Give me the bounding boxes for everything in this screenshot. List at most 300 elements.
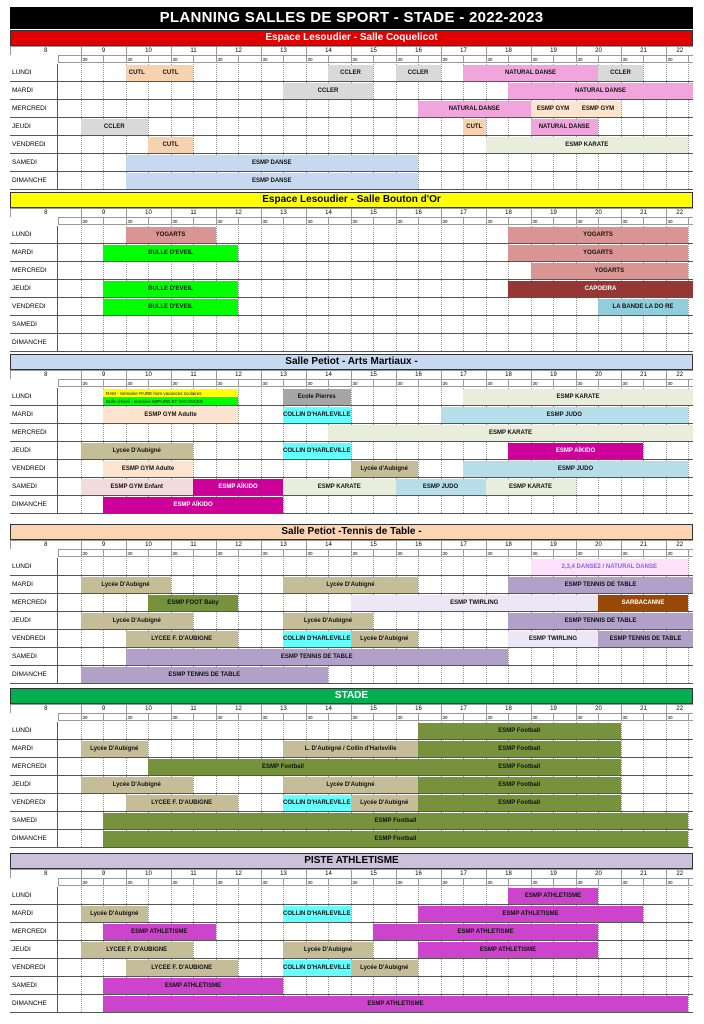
grid-line [688, 172, 689, 189]
grid-line [306, 136, 307, 153]
activity-block[interactable]: ESMP ATHLETISME [418, 906, 643, 922]
grid-line [328, 666, 329, 683]
hour-label: 22 [666, 869, 694, 878]
day-row [10, 82, 693, 100]
activity-block[interactable]: ESMP ATHLETISME [508, 888, 598, 904]
grid-line [666, 316, 667, 333]
activity-block[interactable]: CAPOEIRA [508, 281, 693, 297]
half-hour-slot: 30 [666, 549, 689, 557]
grid-line [576, 172, 577, 189]
hour-label: 15 [351, 540, 396, 549]
grid-line [193, 334, 194, 351]
hour-slot [103, 379, 126, 387]
grid-line [688, 830, 689, 847]
grid-line [396, 666, 397, 683]
half-hour-slot: 30 [351, 379, 374, 387]
grid-line [666, 154, 667, 171]
activity-block[interactable]: ESMP ATHLETISME [373, 924, 598, 940]
activity-block[interactable]: ESMP Football [418, 723, 621, 739]
activity-block[interactable]: CUTL [126, 65, 149, 81]
grid-line [103, 82, 104, 99]
activity-block[interactable]: NATURAL DANSE [508, 83, 693, 99]
grid-line [103, 136, 104, 153]
activity-block[interactable]: Lycée D'Aubigné [81, 577, 171, 593]
grid-line [238, 298, 239, 315]
activity-block[interactable]: NATURAL DANSE [531, 119, 599, 135]
grid-line [666, 722, 667, 739]
half-hour-slot: 30 [441, 217, 464, 225]
grid-line [373, 334, 374, 351]
grid-line [666, 740, 667, 757]
activity-block[interactable]: ESMP TWIRLING [508, 631, 598, 647]
grid-line [688, 496, 689, 513]
grid-line [238, 959, 239, 976]
activity-block[interactable]: Bulle d'éveil - semaine IMPAIRE ET VACANCES [103, 397, 238, 405]
grid-line [598, 666, 599, 683]
grid-line [576, 666, 577, 683]
hour-slot [373, 379, 396, 387]
grid-line [328, 316, 329, 333]
grid-line [553, 298, 554, 315]
hour-label: 21 [621, 370, 666, 379]
grid-line [643, 118, 644, 135]
hour-slot [688, 55, 693, 63]
hour-label: 14 [306, 704, 351, 713]
activity-block[interactable]: ESMP TENNIS DE TABLE [508, 577, 693, 593]
activity-block[interactable]: Lycée D'Aubigné [351, 960, 419, 976]
day-label: MERCREDI [10, 262, 58, 279]
grid-line [396, 388, 397, 405]
activity-block[interactable]: Lycée D'Aubigné [81, 777, 194, 793]
hour-slot [463, 713, 486, 721]
grid-line [463, 887, 464, 904]
activity-block[interactable]: ESMP TENNIS DE TABLE [81, 667, 329, 683]
grid-line [666, 478, 667, 495]
activity-block[interactable]: NATURAL DANSE [463, 65, 598, 81]
grid-line [216, 334, 217, 351]
half-hour-slot: 30 [351, 55, 374, 63]
hour-slot [283, 379, 306, 387]
grid-line [171, 262, 172, 279]
grid-line [373, 406, 374, 423]
hour-slot [508, 55, 531, 63]
activity-block[interactable]: ESMP GYM [576, 101, 621, 117]
day-label: JEUDI [10, 612, 58, 629]
activity-block[interactable]: ESMP GYM Adulte [103, 407, 238, 423]
activity-block[interactable]: ESMP KARATE [328, 425, 693, 441]
activity-block[interactable]: COLLIN D'HARLEVILLE [283, 631, 351, 647]
half-hour-slot: 30 [261, 878, 284, 886]
grid-line [688, 154, 689, 171]
grid-line [396, 280, 397, 297]
hour-slot [553, 878, 576, 886]
grid-line [396, 226, 397, 243]
grid-line [171, 316, 172, 333]
activity-block[interactable]: COLLIN D'HARLEVILLE [283, 443, 351, 459]
activity-block[interactable]: BULLE D'EVEIL [103, 281, 238, 297]
grid-line [126, 316, 127, 333]
activity-block[interactable]: ESMP TENNIS DE TABLE [508, 613, 693, 629]
activity-block[interactable]: ESMP TENNIS DE TABLE [126, 649, 509, 665]
grid-line [373, 722, 374, 739]
activity-block[interactable]: NATURAL DANSE [418, 101, 531, 117]
grid-line [666, 100, 667, 117]
activity-block[interactable]: YOGARTS [531, 263, 689, 279]
day-row [10, 64, 693, 82]
activity-block[interactable]: ESMP Football [103, 813, 688, 829]
grid-line [688, 226, 689, 243]
activity-block[interactable]: ESMP KARATE [486, 479, 576, 495]
half-hour-slot: 30 [621, 549, 644, 557]
grid-line [418, 612, 419, 629]
activity-block[interactable]: Lycée D'Aubigné [283, 577, 418, 593]
hour-label: 10 [126, 540, 171, 549]
hour-label: 13 [261, 540, 306, 549]
activity-block[interactable]: LYCEE F. D'AUBIGNE [126, 795, 239, 811]
grid-line [81, 424, 82, 441]
grid-line [688, 100, 689, 117]
grid-line [418, 298, 419, 315]
half-hour-slot: 30 [441, 713, 464, 721]
activity-block[interactable]: LYCEE F. D'AUBIGNE [81, 942, 194, 958]
activity-block[interactable]: LYCEE F. D'AUBIGNE [126, 631, 239, 647]
grid-line [283, 334, 284, 351]
grid-line [148, 316, 149, 333]
activity-block[interactable]: BULLE D'EVEIL [103, 245, 238, 261]
grid-line [463, 959, 464, 976]
grid-line [261, 244, 262, 261]
activity-block[interactable]: YOGARTS [508, 245, 688, 261]
day-row [10, 136, 693, 154]
grid-line [553, 959, 554, 976]
activity-block[interactable]: COLLIN D'HARLEVILLE [283, 795, 351, 811]
activity-block[interactable]: CCLER [283, 83, 373, 99]
hour-label: 20 [576, 208, 621, 217]
activity-block[interactable]: L. D'Aubigné / Collin d'Harleville [283, 741, 418, 757]
grid-line [193, 82, 194, 99]
grid-line [508, 959, 509, 976]
activity-block[interactable]: ESMP Football [148, 759, 418, 775]
grid-line [373, 226, 374, 243]
day-label: JEUDI [10, 118, 58, 135]
grid-line [283, 262, 284, 279]
hour-slot [58, 878, 81, 886]
half-hour-slot: 30 [666, 713, 689, 721]
day-row [10, 812, 693, 830]
activity-block[interactable]: Lycée D'Aubigné [81, 613, 194, 629]
grid-line [396, 905, 397, 922]
grid-line [81, 406, 82, 423]
grid-line [328, 226, 329, 243]
hour-header [10, 370, 693, 388]
half-hour-slot: 30 [216, 878, 239, 886]
grid-line [216, 64, 217, 81]
grid-line [666, 666, 667, 683]
grid-line [598, 172, 599, 189]
grid-line [688, 977, 689, 994]
grid-line [643, 64, 644, 81]
grid-line [81, 388, 82, 405]
hour-label: 20 [576, 46, 621, 55]
hour-label: 16 [396, 46, 441, 55]
activity-block[interactable]: ESMP AÏKIDO [508, 443, 643, 459]
grid-line [463, 666, 464, 683]
hour-slot [283, 713, 306, 721]
activity-block[interactable]: ESMP Football [418, 759, 621, 775]
grid-line [81, 262, 82, 279]
half-hour-slot: 30 [306, 878, 329, 886]
activity-block[interactable]: Lycée D'Aubigné [283, 942, 373, 958]
hour-label: 19 [531, 370, 576, 379]
activity-block[interactable]: BULLE D'EVEIL [103, 299, 238, 315]
activity-block[interactable]: Lycée d'Aubigné [351, 461, 419, 477]
hour-slot [193, 55, 216, 63]
hour-header [10, 869, 693, 887]
grid-line [103, 558, 104, 575]
activity-block[interactable]: ESMP AÏKIDO [193, 479, 283, 495]
activity-block[interactable]: ESMP GYM Enfant [81, 479, 194, 495]
grid-line [643, 740, 644, 757]
grid-line [643, 977, 644, 994]
activity-block[interactable]: Lycée D'Aubigné [81, 741, 149, 757]
half-hour-slot: 30 [261, 217, 284, 225]
hour-slot [643, 713, 666, 721]
activity-block[interactable]: ESMP FOOT Baby [148, 595, 238, 611]
activity-block[interactable]: CCLER [396, 65, 441, 81]
grid-line [508, 154, 509, 171]
half-hour-slot: 30 [441, 549, 464, 557]
grid-line [216, 941, 217, 958]
grid-line [193, 612, 194, 629]
grid-line [81, 316, 82, 333]
activity-block[interactable]: RAM - Semaine PAIRE hors vacances scolaires [103, 389, 238, 397]
grid-line [261, 887, 262, 904]
activity-block[interactable]: ESMP AÏKIDO [103, 497, 283, 513]
hour-label: 18 [486, 540, 531, 549]
activity-block[interactable]: ESMP KARATE [283, 479, 396, 495]
hour-slot [463, 379, 486, 387]
activity-block[interactable]: ESMP TWIRLING [351, 595, 599, 611]
activity-block[interactable]: COLLIN D'HARLEVILLE [283, 407, 351, 423]
grid-line [306, 244, 307, 261]
activity-block[interactable]: ESMP ATHLETISME [103, 924, 216, 940]
grid-line [238, 740, 239, 757]
grid-line [486, 262, 487, 279]
grid-line [81, 136, 82, 153]
activity-block[interactable]: ESMP Football [103, 831, 688, 847]
grid-line [441, 388, 442, 405]
activity-block[interactable]: Ecole Pierres [283, 389, 351, 405]
activity-block[interactable]: ESMP KARATE [463, 389, 693, 405]
half-hour-slot: 30 [396, 549, 419, 557]
activity-block[interactable]: ESMP TENNIS DE TABLE [598, 631, 693, 647]
grid-line [261, 82, 262, 99]
grid-line [396, 334, 397, 351]
grid-line [418, 82, 419, 99]
activity-block[interactable]: ESMP JUDO [463, 461, 688, 477]
half-hour-slot: 30 [351, 549, 374, 557]
grid-line [216, 442, 217, 459]
activity-block[interactable]: CCLER [598, 65, 643, 81]
activity-block[interactable]: ESMP Football [418, 795, 621, 811]
activity-block[interactable]: COLLIN D'HARLEVILLE [283, 906, 351, 922]
half-hour-slot: 30 [216, 549, 239, 557]
activity-block[interactable]: COLLIN D'HARLEVILLE [283, 960, 351, 976]
grid-line [81, 722, 82, 739]
activity-block[interactable]: ESMP DANSE [126, 155, 419, 171]
grid-line [621, 172, 622, 189]
grid-line [193, 262, 194, 279]
day-label: MARDI [10, 576, 58, 593]
activity-block[interactable]: ESMP GYM [531, 101, 576, 117]
hour-slot [373, 55, 396, 63]
activity-block[interactable]: CUTL [463, 119, 486, 135]
activity-block[interactable]: CCLER [328, 65, 373, 81]
grid-line [486, 612, 487, 629]
activity-block[interactable]: YOGARTS [508, 227, 688, 243]
grid-line [306, 118, 307, 135]
hour-slot [373, 878, 396, 886]
grid-line [396, 941, 397, 958]
hour-label: 17 [441, 46, 486, 55]
section-title: Salle Petiot -Tennis de Table - [10, 524, 693, 540]
activity-block[interactable]: Lycée D'Aubigné [283, 777, 418, 793]
schedule-section [10, 853, 693, 1013]
grid-line [666, 118, 667, 135]
half-hour-slot: 30 [621, 713, 644, 721]
activity-block[interactable]: ESMP DANSE [126, 173, 419, 189]
grid-line [373, 82, 374, 99]
hour-slot [283, 217, 306, 225]
day-row [10, 576, 693, 594]
grid-line [351, 316, 352, 333]
activity-block[interactable]: ESMP JUDO [441, 407, 689, 423]
day-row [10, 244, 693, 262]
activity-block[interactable]: ESMP ATHLETISME [418, 942, 598, 958]
grid-line [576, 298, 577, 315]
grid-line [351, 722, 352, 739]
hour-label: 10 [126, 370, 171, 379]
grid-line [328, 280, 329, 297]
activity-block[interactable]: ESMP ATHLETISME [103, 996, 688, 1012]
activity-block[interactable]: ESMP GYM Adulte [103, 461, 193, 477]
activity-block[interactable]: Lycée D'Aubigné [81, 906, 149, 922]
half-hour-slot: 30 [576, 878, 599, 886]
activity-block[interactable]: LYCEE F. D'AUBIGNE [126, 960, 239, 976]
grid-line [238, 388, 239, 405]
hour-label: 21 [621, 704, 666, 713]
hour-label: 20 [576, 869, 621, 878]
schedule-section [10, 524, 693, 684]
half-hour-slot: 30 [621, 379, 644, 387]
activity-block[interactable]: CUTL [148, 137, 193, 153]
grid-line [441, 280, 442, 297]
grid-line [261, 334, 262, 351]
activity-block[interactable]: CUTL [148, 65, 193, 81]
grid-line [261, 136, 262, 153]
grid-line [103, 154, 104, 171]
hour-slot [193, 379, 216, 387]
activity-block[interactable]: YOGARTS [126, 227, 216, 243]
half-hour-slot: 30 [306, 217, 329, 225]
activity-block[interactable]: ESMP JUDO [396, 479, 486, 495]
grid-line [643, 722, 644, 739]
hour-slot [58, 217, 81, 225]
grid-line [216, 424, 217, 441]
grid-line [81, 630, 82, 647]
half-hour-slot: 30 [531, 549, 554, 557]
grid-line [688, 406, 689, 423]
hour-label: 14 [306, 370, 351, 379]
activity-block[interactable]: ESMP Football [418, 741, 621, 757]
half-hour-slot: 30 [306, 713, 329, 721]
hour-slot [508, 878, 531, 886]
grid-line [351, 406, 352, 423]
grid-line [666, 64, 667, 81]
grid-line [306, 262, 307, 279]
hour-slot [508, 217, 531, 225]
hour-slot [238, 713, 261, 721]
day-label: MARDI [10, 905, 58, 922]
hour-label: 13 [261, 208, 306, 217]
activity-block[interactable]: CCLER [81, 119, 149, 135]
grid-line [103, 334, 104, 351]
day-row [10, 612, 693, 630]
grid-line [193, 776, 194, 793]
grid-line [351, 118, 352, 135]
grid-line [261, 226, 262, 243]
activity-block[interactable]: Lycée D'Aubigné [351, 795, 419, 811]
activity-block[interactable]: Lycée D'Aubigné [283, 613, 373, 629]
half-hour-slot: 30 [81, 55, 104, 63]
day-row [10, 959, 693, 977]
grid-line [81, 887, 82, 904]
activity-block[interactable]: Lycée D'Aubigné [351, 631, 419, 647]
activity-block[interactable]: LA BANDE LA DO RE [598, 299, 688, 315]
hour-slot [283, 878, 306, 886]
day-row [10, 280, 693, 298]
hour-label: 22 [666, 704, 694, 713]
grid-line [126, 887, 127, 904]
hour-slot [688, 379, 693, 387]
day-row [10, 995, 693, 1013]
grid-line [486, 959, 487, 976]
hour-slot [508, 379, 531, 387]
grid-line [238, 794, 239, 811]
activity-block[interactable]: ESMP Football [418, 777, 621, 793]
activity-block[interactable]: 2,3,4 DANSE2 / NATURAL DANSE [531, 559, 689, 575]
grid-line [283, 923, 284, 940]
activity-block[interactable]: ESMP ATHLETISME [103, 978, 283, 994]
activity-block[interactable]: SARBACANNE [598, 595, 688, 611]
grid-line [351, 388, 352, 405]
grid-line [598, 154, 599, 171]
activity-block[interactable]: Lycée D'Aubigné [81, 443, 194, 459]
grid-line [643, 316, 644, 333]
day-row [10, 722, 693, 740]
grid-line [441, 136, 442, 153]
hour-label: 16 [396, 704, 441, 713]
grid-line [306, 424, 307, 441]
day-label: MERCREDI [10, 758, 58, 775]
activity-block[interactable]: ESMP KARATE [486, 137, 689, 153]
hour-label: 9 [81, 704, 126, 713]
grid-line [126, 334, 127, 351]
grid-line [508, 298, 509, 315]
hour-label: 11 [171, 540, 216, 549]
half-hour-slot: 30 [81, 713, 104, 721]
grid-line [351, 298, 352, 315]
